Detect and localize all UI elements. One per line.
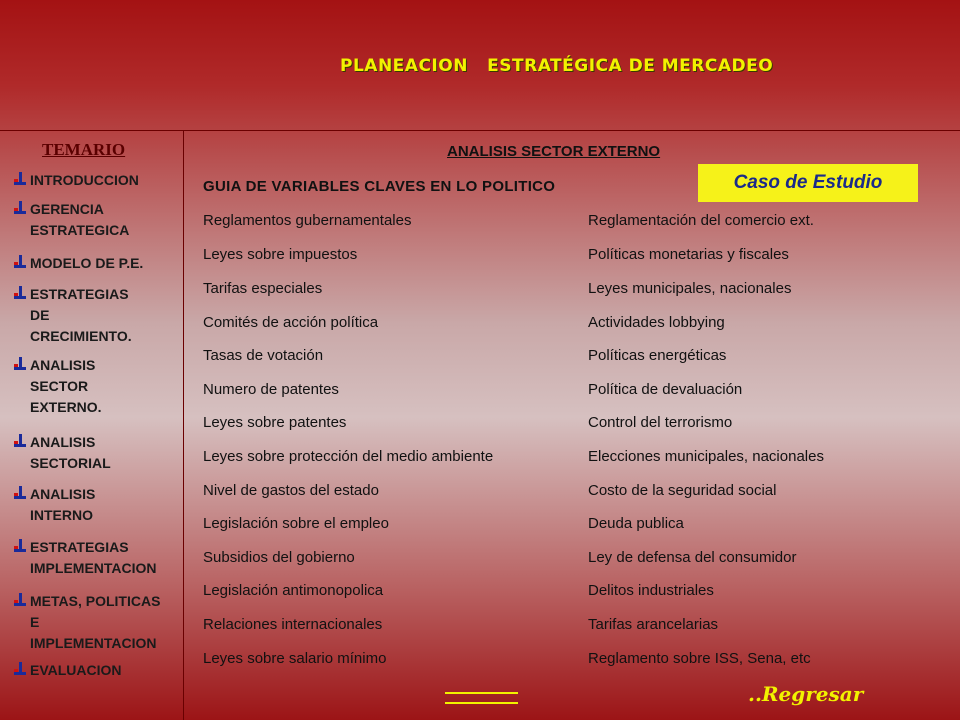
sidebar-item-label: GERENCIA ESTRATEGICA <box>30 201 130 238</box>
variable-right: Deuda publica <box>588 515 684 532</box>
variable-right: Elecciones municipales, nacionales <box>588 448 824 465</box>
case-study-badge: Caso de Estudio <box>698 164 918 202</box>
variable-left: Leyes sobre impuestos <box>203 246 358 263</box>
bullet-icon <box>14 255 26 269</box>
sidebar-item-label: METAS, POLITICAS E IMPLEMENTACION <box>30 593 161 651</box>
sidebar-item-evaluacion[interactable] <box>14 660 122 681</box>
sidebar-item-label: ESTRATEGIAS IMPLEMENTACION <box>30 539 157 576</box>
variable-right: Ley de defensa del consumidor <box>588 549 797 566</box>
bullet-icon <box>14 486 26 500</box>
decorative-double-line <box>445 692 518 704</box>
bullet-icon <box>14 593 26 607</box>
header-band <box>0 0 960 131</box>
variable-left: Nivel de gastos del estado <box>203 482 379 499</box>
bullet-icon <box>14 201 26 215</box>
sidebar-title: TEMARIO <box>42 140 126 159</box>
variable-left: Leyes sobre salario mínimo <box>203 650 387 667</box>
sidebar-item-analisis-interno[interactable] <box>14 484 95 526</box>
variable-right: Tarifas arancelarias <box>588 616 719 633</box>
back-link[interactable]: ..Regresar <box>748 682 864 706</box>
variable-left: Tasas de votación <box>203 347 324 364</box>
variable-left: Relaciones internacionales <box>203 616 383 633</box>
sidebar-item-label: INTRODUCCION <box>30 172 139 188</box>
sidebar-item-introduccion[interactable] <box>14 170 139 191</box>
variable-right: Política de devaluación <box>588 381 743 398</box>
variable-right: Costo de la seguridad social <box>588 482 777 499</box>
sidebar-item-label: MODELO DE P.E. <box>30 255 144 271</box>
variable-left: Legislación sobre el empleo <box>203 515 389 532</box>
variable-left: Legislación antimonopolica <box>203 582 384 599</box>
variable-left: Comités de acción política <box>203 314 379 331</box>
variable-right: Reglamento sobre ISS, Sena, etc <box>588 650 811 667</box>
variable-right: Control del terrorismo <box>588 414 733 431</box>
page-title: PLANEACION ESTRATÉGICA DE MERCADEO <box>340 56 774 76</box>
sidebar-item-label: EVALUACION <box>30 662 122 678</box>
subtitle: GUIA DE VARIABLES CLAVES EN LO POLITICO <box>203 178 556 195</box>
sidebar-item-label: ANALISIS SECTOR EXTERNO. <box>30 357 102 415</box>
bullet-icon <box>14 662 26 676</box>
sidebar-item-modelo-pe[interactable] <box>14 253 143 274</box>
variable-left: Tarifas especiales <box>203 280 323 297</box>
sidebar-item-metas-politicas[interactable] <box>14 591 160 654</box>
variable-right: Leyes municipales, nacionales <box>588 280 792 297</box>
variable-right: Reglamentación del comercio ext. <box>588 212 814 229</box>
sidebar-item-label: ANALISIS INTERNO <box>30 486 96 523</box>
sidebar-item-analisis-sector-externo[interactable] <box>14 355 102 418</box>
sidebar-item-gerencia-estrategica[interactable] <box>14 199 129 241</box>
sidebar-item-analisis-sectorial[interactable] <box>14 432 111 474</box>
variable-right: Políticas monetarias y fiscales <box>588 246 789 263</box>
sidebar-item-label: ESTRATEGIAS DE CRECIMIENTO. <box>30 286 132 344</box>
variable-left: Numero de patentes <box>203 381 339 398</box>
variable-right: Actividades lobbying <box>588 314 725 331</box>
variable-right: Políticas energéticas <box>588 347 727 364</box>
bullet-icon <box>14 357 26 371</box>
bullet-icon <box>14 286 26 300</box>
bullet-icon <box>14 539 26 553</box>
section-title: ANALISIS SECTOR EXTERNO <box>447 143 661 160</box>
sidebar-item-estrategias-implementacion[interactable] <box>14 537 157 579</box>
variable-left: Leyes sobre protección del medio ambiente <box>203 448 494 465</box>
sidebar-item-label: ANALISIS SECTORIAL <box>30 434 111 471</box>
bullet-icon <box>14 434 26 448</box>
bullet-icon <box>14 172 26 186</box>
variable-right: Delitos industriales <box>588 582 714 599</box>
sidebar-item-estrategias-crecimiento[interactable] <box>14 284 132 347</box>
variable-left: Reglamentos gubernamentales <box>203 212 412 229</box>
variable-left: Leyes sobre patentes <box>203 414 347 431</box>
variable-left: Subsidios del gobierno <box>203 549 355 566</box>
